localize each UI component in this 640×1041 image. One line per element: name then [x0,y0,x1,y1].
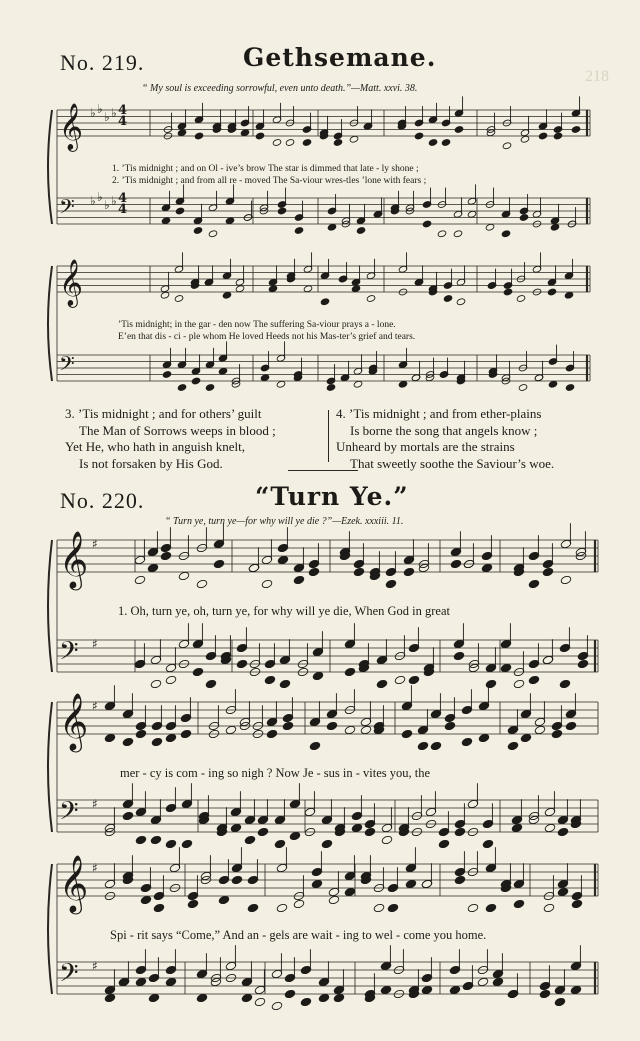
svg-text:4: 4 [118,202,128,217]
svg-text:♭: ♭ [104,198,110,212]
hymn-220-lyric-line2: mer - cy is com - ing so nigh ? Now Je - sus in - vites you, the [120,766,431,780]
svg-text:𝄢: 𝄢 [59,351,75,381]
svg-text:♭: ♭ [111,106,117,120]
svg-text:𝄢: 𝄢 [59,194,75,224]
svg-text:♭: ♭ [90,194,96,208]
svg-text:♯: ♯ [92,797,98,811]
hymn-219-number: No. 219. [60,50,145,75]
stanza-3-line-1: 3. ’Tis midnight ; and for others’ guilt [65,406,262,421]
hymn-220-epigraph: “ Turn ye, turn ye—for why will ye die ?”—Ezek. xxxiii. 11. [165,516,404,527]
svg-text:♯: ♯ [92,861,98,875]
hymn-219-verse1-line1: 1. ’Tis midnight ; and on Ol - ive’s brow The star is dimmed that late - ly shone ; [112,164,419,174]
hymn-220-title: “Turn Ye.” [255,482,409,511]
svg-text:♯: ♯ [92,537,98,551]
stanza-3-line-4: Is not forsaken by His God. [79,455,223,471]
hymn-219-verse2-line1: 2. ’Tis midnight ; and from all re - moved The Sa-viour wres-tles ’lone with fears ; [112,176,427,186]
section-rule [288,470,358,471]
svg-text:𝄞: 𝄞 [59,692,89,750]
stanza-4-line-1: 4. ’Tis midnight ; and from ether-plains [336,406,542,421]
stanza-4-line-3: Unheard by mortals are the strains [336,439,515,454]
hymn-220-lyric-line1: 1. Oh, turn ye, oh, turn ye, for why will ye die, When God in great [118,604,450,618]
svg-text:4: 4 [118,103,128,118]
hymn-219-stanza-3 [65,406,276,472]
hymn-219-title: Gethsemane. [243,43,437,72]
svg-text:♯: ♯ [92,637,98,651]
page-number: 218 [585,68,609,85]
svg-text:4: 4 [118,114,128,129]
svg-text:♯: ♯ [92,959,98,973]
stanza-3-line-2: The Man of Sorrows weeps in blood ; [79,422,276,438]
stanza-divider [328,410,329,462]
stanza-4-line-4: That sweetly soothe the Saviour’s woe. [350,455,555,471]
stanza-4-line-2: Is borne the song that angels know ; [350,422,538,438]
svg-text:♭: ♭ [97,102,103,116]
svg-text:♯: ♯ [92,699,98,713]
svg-text:𝄞: 𝄞 [59,103,83,150]
svg-text:♭: ♭ [97,190,103,204]
hymn-219-stanza-4 [336,406,554,472]
stanza-3-line-3: Yet He, who hath in anguish knelt, [65,439,245,454]
hymn-219-epigraph: “ My soul is exceeding sorrowful, even unto death.”—Matt. xxvi. 38. [142,83,418,94]
svg-text:♭: ♭ [111,194,117,208]
svg-text:♭: ♭ [104,110,110,124]
hymn-220-lyric-line3: Spi - rit says “Come,” And an - gels are wait - ing to wel - come you home. [110,928,487,942]
svg-text:𝄢: 𝄢 [59,959,79,994]
svg-text:𝄞: 𝄞 [59,530,89,588]
svg-text:𝄞: 𝄞 [59,854,89,912]
svg-text:𝄢: 𝄢 [59,637,79,672]
svg-text:𝄞: 𝄞 [59,259,83,306]
hymn-220-number: No. 220. [60,488,145,513]
svg-text:4: 4 [118,191,128,206]
hymn-219-verse2-line2: E’en that dis - ci - ple whom He loved Heeds not his Mas-ter’s grief and tears. [118,332,416,342]
hymn-219-verse1-line2: ’Tis midnight; in the gar - den now The suffering Sa-viour prays a - lone. [118,320,396,330]
svg-text:♭: ♭ [90,106,96,120]
svg-text:𝄢: 𝄢 [59,797,79,832]
